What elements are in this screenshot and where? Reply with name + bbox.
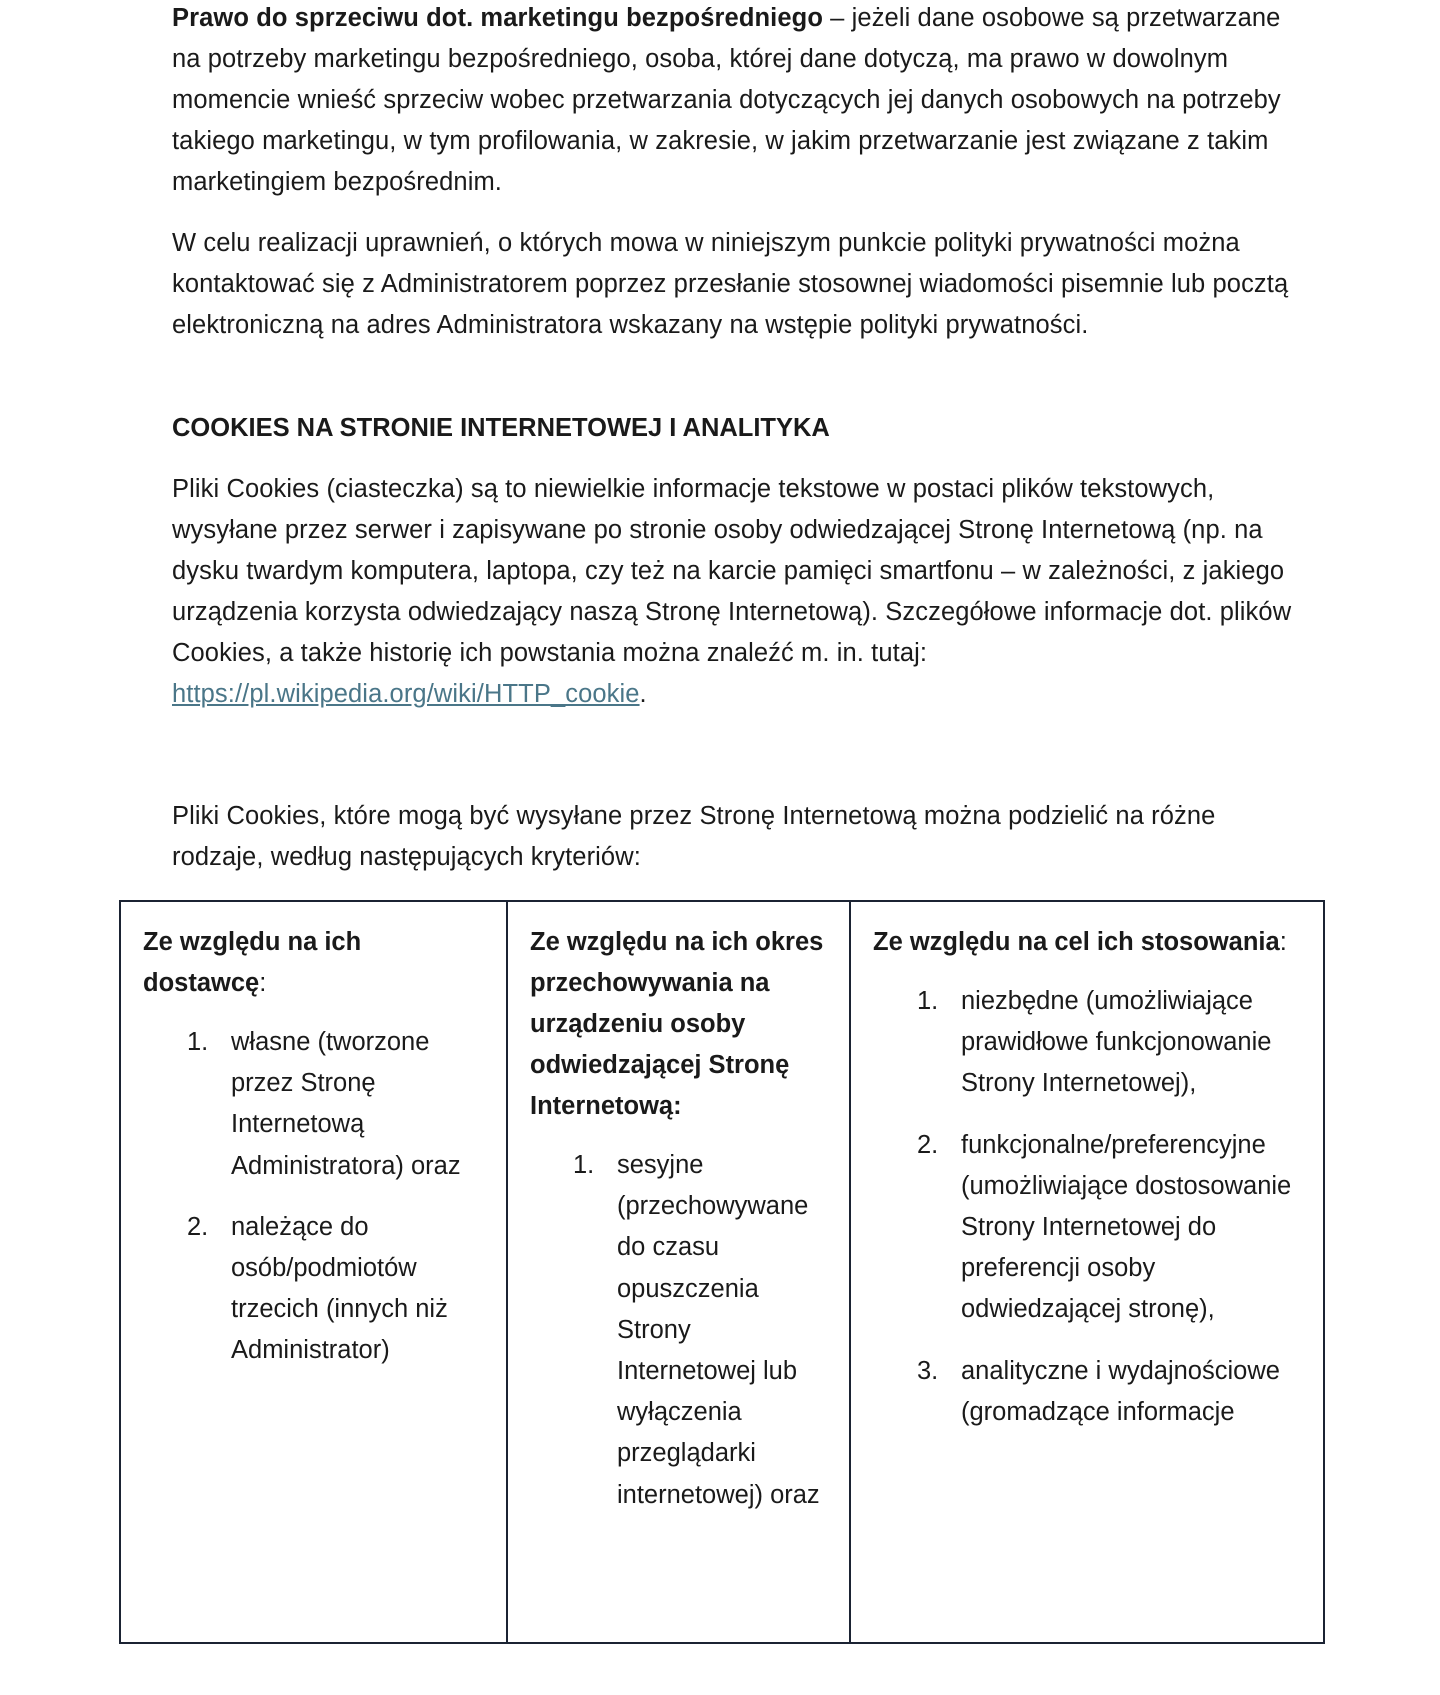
contact-paragraph: W celu realizacji uprawnień, o których mowa w niniejszym punkcie polityki prywatności można kontaktować się z Administratorem poprzez przesłanie stosownej wiadomości pisemnie lub pocztą elektroniczną na adres Administratora wskazany na wstępie polityki prywatności. bbox=[172, 229, 1289, 339]
list-item: 2. funkcjonalne/preferencyjne (umożliwiające dostosowanie Strony Internetowej do preferencji osoby odwiedzającej stronę), bbox=[917, 1130, 1292, 1324]
purpose-list bbox=[873, 981, 1303, 1433]
column-heading: Ze względu na ich okres przechowywania na urządzeniu osoby odwiedzającej Stronę Internetową: bbox=[530, 928, 824, 1120]
cookie-types-paragraph: Pliki Cookies, które mogą być wysyłane przez Stronę Internetową można podzielić na różne rodzaje, według następujących kryteriów: bbox=[172, 802, 1216, 871]
list-item: 1. niezbędne (umożliwiające prawidłowe funkcjonowanie Strony Internetowej), bbox=[917, 987, 1272, 1098]
objection-lead: Prawo do sprzeciwu dot. marketingu bezpośredniego bbox=[172, 4, 823, 32]
section-heading: COOKIES NA STRONIE INTERNETOWEJ I ANALITYKA bbox=[172, 414, 830, 442]
list-item: 1. własne (tworzone przez Stronę Internetową Administratora) oraz bbox=[187, 1028, 461, 1180]
cookies-paragraph bbox=[172, 469, 1292, 715]
list-item: 1. sesyjne (przechowywane do czasu opuszczenia Strony Internetowej lub wyłączenia przeglądarki internetowej) oraz bbox=[573, 1151, 820, 1509]
wikipedia-link[interactable]: https://pl.wikipedia.org/wiki/HTTP_cookie bbox=[172, 680, 640, 708]
list-item: 2. należące do osób/podmiotów trzecich (innych niż Administrator) bbox=[187, 1212, 448, 1365]
column-heading: Ze względu na cel ich stosowania: bbox=[873, 928, 1287, 956]
objection-paragraph bbox=[172, 0, 1292, 203]
cookies-text-end: . bbox=[639, 680, 647, 708]
column-heading: Ze względu na ich dostawcę: bbox=[143, 928, 362, 997]
table-column-provider bbox=[121, 902, 506, 1642]
cookie-types-table bbox=[119, 900, 1325, 1644]
cookies-text: Pliki Cookies (ciasteczka) są to niewielkie informacje tekstowe w postaci plików tekstowych, wysyłane przez serwer i zapisywane po stronie osoby odwiedzającej Stronę Internetową (np. na dysku twardym komputera, laptopa, czy też na karcie pamięci smartfonu – w zależności, z jakiego urządzenia korzysta odwiedzający naszą Stronę Internetową). Szczegółowe informacje dot. plików Cookies, a także historię ich powstania można znaleźć m. in. tutaj: bbox=[172, 475, 1292, 667]
table-column-purpose bbox=[849, 902, 1323, 1642]
list-item: 3. analityczne i wydajnościowe (gromadzące informacje bbox=[917, 1356, 1280, 1426]
storage-list bbox=[530, 1145, 829, 1516]
objection-text: – jeżeli dane osobowe są przetwarzane na potrzeby marketingu bezpośredniego, osoba, której dane dotyczą, ma prawo w dowolnym momencie wnieść sprzeciw wobec przetwarzania dotyczących jej danych osobowych na potrzeby takiego marketingu, w tym profilowania, w zakresie, w jakim przetwarzanie jest związane z takim marketingiem bezpośrednim. bbox=[172, 4, 1281, 196]
table-column-storage bbox=[506, 902, 849, 1642]
provider-list bbox=[143, 1022, 486, 1372]
